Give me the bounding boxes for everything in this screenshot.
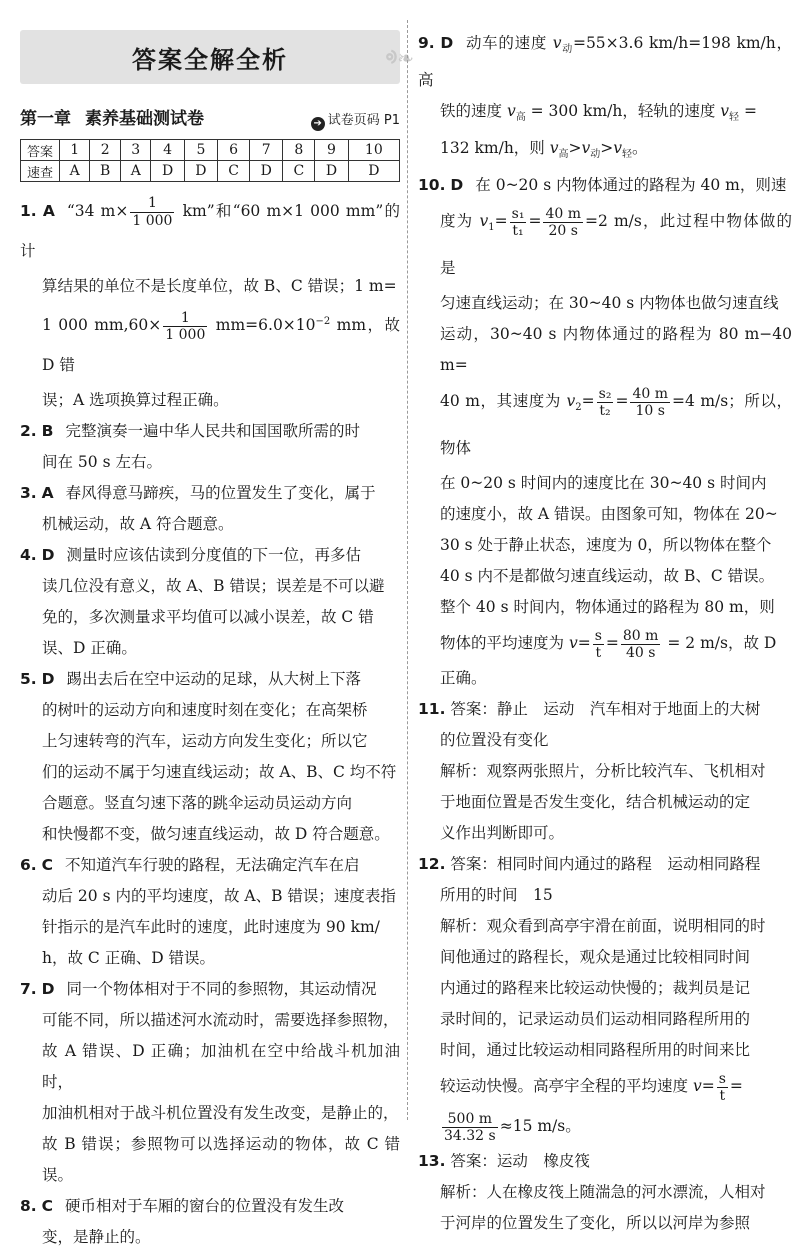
text: = 300 km/h，轻轨的速度 bbox=[525, 102, 721, 121]
text-line: 40 s 内不是都做匀速直线运动，故 B、C 错误。 bbox=[440, 567, 775, 586]
text: > bbox=[600, 139, 614, 158]
answer-table bbox=[20, 139, 400, 182]
text-line: 间在 50 s 左右。 bbox=[42, 453, 162, 472]
answer-key: C bbox=[41, 856, 54, 875]
leaf-decoration-icon: ᢀ❧ bbox=[385, 46, 414, 70]
text-line: 录时间的，记录运动员们运动相同路程所用的 bbox=[440, 1010, 751, 1029]
text: 踢出去后在空中运动的足球，从大树上下落 bbox=[66, 670, 362, 689]
subscript: 动 bbox=[561, 44, 573, 56]
question-6 bbox=[20, 850, 400, 974]
text: = bbox=[605, 634, 619, 653]
denominator: 34.32 s bbox=[444, 1127, 496, 1144]
text-line: 算结果的单位不是长度单位，故 B、C 错误；1 m= bbox=[42, 277, 397, 295]
text: ≈15 m/s。 bbox=[499, 1117, 581, 1136]
text: = bbox=[739, 102, 757, 121]
question-1 bbox=[20, 191, 400, 416]
answer-key: D bbox=[41, 670, 55, 689]
text-line: 所用的时间 15 bbox=[440, 886, 553, 905]
question-number: 9. bbox=[418, 34, 435, 52]
numerator: 1 bbox=[130, 195, 174, 212]
chapter-header bbox=[20, 104, 400, 131]
text-line: 故 A 错误、D 正确；加油机在空中给战斗机加油时， bbox=[42, 1042, 400, 1092]
text: 铁的速度 bbox=[440, 102, 507, 121]
answer-key: D bbox=[41, 980, 55, 999]
text-line: 变，是静止的。 bbox=[42, 1228, 151, 1247]
banner-title: 答案全解全析 bbox=[132, 45, 288, 74]
text: 测量时应该估读到分度值的下一位，再多估 bbox=[66, 546, 362, 565]
denominator: 1 000 bbox=[132, 212, 173, 229]
question-7 bbox=[20, 974, 400, 1191]
numerator: 500 m bbox=[442, 1111, 498, 1128]
variable: v bbox=[479, 212, 489, 231]
text-line: 30 s 处于静止状态，速度为 0，所以物体在整个 bbox=[440, 536, 772, 555]
question-5 bbox=[20, 664, 400, 850]
text: 完整演奏一遍中华人民共和国国歌所需的时 bbox=[65, 422, 360, 441]
page-reference bbox=[311, 109, 400, 131]
subscript: 轻 bbox=[622, 149, 633, 161]
answer-table-label: 速查 bbox=[21, 161, 60, 182]
text: 同一个物体相对于不同的参照物，其运动情况 bbox=[66, 980, 377, 999]
answer-table-answer-row bbox=[21, 161, 400, 182]
text-line: 的树叶的运动方向和速度时刻在变化；在高架桥 bbox=[42, 701, 368, 720]
text: 132 km/h，则 bbox=[440, 139, 550, 158]
answer-letter: C bbox=[218, 161, 250, 182]
answer-number: 8 bbox=[283, 140, 315, 161]
text: 答案：静止 运动 汽车相对于地面上的大树 bbox=[450, 700, 761, 719]
text: mm=6.0×10 bbox=[209, 316, 316, 335]
answer-table-number-row bbox=[21, 140, 400, 161]
denominator: t bbox=[595, 644, 602, 661]
text: = bbox=[729, 1077, 743, 1096]
answer-key: A bbox=[42, 202, 55, 220]
text-line: 整个 40 s 时间内，物体通过的路程为 80 m，则 bbox=[440, 598, 775, 617]
text: 较运动快慢。高亭宇全程的平均速度 bbox=[440, 1077, 693, 1096]
fraction bbox=[163, 310, 207, 343]
fraction bbox=[543, 206, 583, 239]
page-reference-text: 试卷页码 P1 bbox=[327, 113, 400, 128]
question-11 bbox=[418, 694, 792, 849]
answer-number: 10 bbox=[348, 140, 399, 161]
text: = bbox=[581, 392, 595, 411]
text-line: 解析：观众看到高亭宇滑在前面，说明相同的时 bbox=[440, 917, 766, 936]
answer-key: D bbox=[41, 546, 55, 565]
fraction bbox=[621, 628, 661, 661]
text-line: 正确。 bbox=[440, 669, 487, 688]
question-2 bbox=[20, 416, 400, 478]
numerator: 40 m bbox=[632, 385, 668, 402]
denominator: t₁ bbox=[512, 222, 524, 239]
fraction bbox=[130, 195, 174, 228]
question-number: 4. bbox=[20, 546, 37, 565]
numerator: s bbox=[594, 627, 602, 644]
numerator: 1 bbox=[163, 310, 207, 327]
left-column bbox=[20, 30, 414, 1253]
text-line: 内通过的路程来比较运动快慢的；裁判员是记 bbox=[440, 979, 751, 998]
numerator: s bbox=[718, 1070, 726, 1087]
question-9 bbox=[418, 28, 792, 170]
text-line: 机械运动，故 A 符合题意。 bbox=[42, 515, 234, 534]
subscript: 轻 bbox=[729, 112, 740, 124]
fraction bbox=[717, 1071, 728, 1104]
question-number: 11. bbox=[418, 700, 446, 719]
text: 。 bbox=[632, 139, 648, 158]
question-12 bbox=[418, 849, 792, 1146]
text-line: 上匀速转弯的汽车，运动方向发生变化；所以它 bbox=[42, 732, 368, 751]
answer-letter: D bbox=[184, 161, 217, 182]
text: > bbox=[568, 139, 582, 158]
text: = bbox=[528, 212, 542, 231]
answer-key: D bbox=[440, 34, 454, 52]
subscript: 2 bbox=[575, 402, 582, 414]
text: 答案：运动 橡皮筏 bbox=[450, 1152, 590, 1171]
variable: v bbox=[549, 139, 559, 158]
text: 硬币相对于车厢的窗台的位置没有发生改 bbox=[65, 1197, 345, 1216]
denominator: t₂ bbox=[599, 402, 611, 419]
numerator: s₂ bbox=[598, 385, 612, 402]
variable: v bbox=[581, 139, 591, 158]
text-line: 免的，多次测量求平均值可以减小误差，故 C 错 bbox=[42, 608, 374, 627]
question-number: 2. bbox=[20, 422, 37, 441]
variable: v bbox=[552, 34, 562, 52]
variable: v bbox=[568, 634, 578, 653]
answer-letter: C bbox=[283, 161, 315, 182]
fraction bbox=[630, 386, 670, 419]
text-line: 时间，通过比较运动相同路程所用的时间来比 bbox=[440, 1041, 751, 1060]
question-10 bbox=[418, 170, 792, 694]
answer-key: B bbox=[41, 422, 54, 441]
banner bbox=[20, 30, 414, 84]
denominator: 20 s bbox=[548, 222, 578, 239]
question-number: 12. bbox=[418, 855, 446, 874]
text: = 2 m/s，故 D bbox=[662, 634, 777, 653]
answer-letter: D bbox=[250, 161, 283, 182]
answer-letter: B bbox=[90, 161, 121, 182]
text: = bbox=[615, 392, 629, 411]
answer-key: A bbox=[41, 484, 54, 503]
fraction bbox=[597, 386, 614, 419]
numerator: s₁ bbox=[511, 205, 525, 222]
column-divider bbox=[407, 20, 408, 1120]
answer-number: 1 bbox=[60, 140, 90, 161]
subscript: 高 bbox=[558, 149, 569, 161]
text-line: 解析：观察两张照片，分析比较汽车、飞机相对 bbox=[440, 762, 766, 781]
text-line: 运动，30~40 s 内物体通过的路程为 80 m−40 m= bbox=[440, 325, 792, 375]
text-line: 解析：人在橡皮筏上随湍急的河水漂流，人相对 bbox=[440, 1183, 766, 1202]
text: = bbox=[701, 1077, 715, 1096]
text-line: 匀速直线运动；在 30~40 s 内物体也做匀速直线 bbox=[440, 294, 779, 313]
variable: v bbox=[613, 139, 623, 158]
answer-number: 2 bbox=[90, 140, 121, 161]
exponent: −2 bbox=[315, 316, 331, 327]
question-number: 3. bbox=[20, 484, 37, 503]
answer-number: 5 bbox=[184, 140, 217, 161]
text-line: 的位置没有变化 bbox=[440, 731, 549, 750]
text: =55×3.6 km/h=198 km/h，高 bbox=[418, 34, 792, 90]
text: 在 0~20 s 内物体通过的路程为 40 m，则速 bbox=[475, 176, 787, 195]
question-3 bbox=[20, 478, 400, 540]
text-line: 于地面位置是否发生变化，结合机械运动的定 bbox=[440, 793, 751, 812]
text: 动车的速度 bbox=[465, 34, 553, 52]
variable: v bbox=[692, 1077, 702, 1096]
text: 物体的平均速度为 bbox=[440, 634, 569, 653]
text-line: 加油机相对于战斗机位置没有发生改变，是静止的， bbox=[42, 1104, 399, 1123]
chapter-title bbox=[20, 104, 204, 129]
question-number: 6. bbox=[20, 856, 37, 875]
text: 度为 bbox=[440, 212, 480, 231]
subscript: 高 bbox=[515, 112, 526, 124]
text: = bbox=[494, 212, 508, 231]
text-line: 针指示的是汽车此时的速度，此时速度为 90 km/ bbox=[42, 918, 380, 937]
text-line: 合题意。竖直匀速下落的跳伞运动员运动方向 bbox=[42, 794, 353, 813]
subscript: 1 bbox=[488, 222, 495, 234]
text-line: 读几位没有意义，故 A、B 错误；误差是不可以避 bbox=[42, 577, 385, 596]
chapter-name: 素养基础测试卷 bbox=[85, 109, 204, 129]
question-number: 1. bbox=[20, 202, 37, 220]
right-column bbox=[418, 28, 792, 1239]
answer-letter: D bbox=[348, 161, 399, 182]
chapter-number: 第一章 bbox=[20, 109, 71, 129]
text: km”和“60 m×1 000 mm”的计 bbox=[20, 202, 400, 260]
answer-letter: A bbox=[60, 161, 90, 182]
text: 答案：相同时间内通过的路程 运动相同路程 bbox=[450, 855, 761, 874]
text-line: h，故 C 正确、D 错误。 bbox=[42, 949, 216, 968]
numerator: 80 m bbox=[622, 627, 659, 644]
question-number: 10. bbox=[418, 176, 446, 195]
text: =2 m/s，此过程中物体做的是 bbox=[440, 212, 792, 278]
question-number: 8. bbox=[20, 1197, 37, 1216]
text-line: 的速度小，故 A 错误。由图象可知，物体在 20~ bbox=[440, 505, 778, 524]
text-line: 间他通过的路程长，观众是通过比较相同时间 bbox=[440, 948, 751, 967]
question-number: 5. bbox=[20, 670, 37, 689]
arrow-circle-icon: ➔ bbox=[311, 117, 325, 131]
text: = bbox=[577, 634, 591, 653]
answer-number: 9 bbox=[315, 140, 348, 161]
answer-letter: D bbox=[315, 161, 348, 182]
text: =4 m/s；所以，物体 bbox=[440, 392, 792, 458]
answer-letter: A bbox=[121, 161, 151, 182]
text-line: 在 0~20 s 时间内的速度比在 30~40 s 时间内 bbox=[440, 474, 767, 493]
text-line: 误；A 选项换算过程正确。 bbox=[42, 391, 229, 410]
text: mm，故 D 错 bbox=[42, 316, 400, 375]
denominator: 1 000 bbox=[165, 326, 206, 343]
text: 春风得意马蹄疾，马的位置发生了变化，属于 bbox=[65, 484, 376, 503]
answer-key: C bbox=[41, 1197, 54, 1216]
answer-key: D bbox=[450, 176, 464, 195]
answer-letter: D bbox=[151, 161, 184, 182]
denominator: 10 s bbox=[635, 402, 665, 419]
question-8 bbox=[20, 1191, 400, 1253]
fraction bbox=[593, 628, 604, 661]
answer-number: 4 bbox=[151, 140, 184, 161]
text: 不知道汽车行驶的路程，无法确定汽车在启 bbox=[65, 856, 360, 875]
text-line: 们的运动不属于匀速直线运动；故 A、B、C 均不符 bbox=[42, 763, 397, 782]
question-13 bbox=[418, 1146, 792, 1239]
text-line: 误、D 正确。 bbox=[42, 639, 137, 658]
text-line: 义作出判断即可。 bbox=[440, 824, 565, 843]
text-line: 和快慢都不变，做匀速直线运动，故 D 符合题意。 bbox=[42, 825, 390, 844]
answer-table-label: 答案 bbox=[21, 140, 60, 161]
variable: v bbox=[720, 102, 730, 121]
text-line: 于河岸的位置发生了变化，所以以河岸为参照 bbox=[440, 1214, 751, 1233]
question-number: 7. bbox=[20, 980, 37, 999]
question-number: 13. bbox=[418, 1152, 446, 1171]
text: 1 000 mm,60× bbox=[42, 316, 162, 335]
answer-number: 6 bbox=[218, 140, 250, 161]
variable: v bbox=[566, 392, 576, 411]
numerator: 40 m bbox=[545, 205, 581, 222]
text: “34 m× bbox=[66, 202, 129, 220]
answer-number: 3 bbox=[121, 140, 151, 161]
answer-number: 7 bbox=[250, 140, 283, 161]
variable: v bbox=[506, 102, 516, 121]
subscript: 动 bbox=[590, 149, 601, 161]
fraction bbox=[510, 206, 527, 239]
denominator: t bbox=[719, 1087, 726, 1104]
denominator: 40 s bbox=[625, 644, 656, 661]
question-4 bbox=[20, 540, 400, 664]
text-line: 可能不同，所以描述河水流动时，需要选择参照物， bbox=[42, 1011, 399, 1030]
text-line: 故 B 错误；参照物可以选择运动的物体，故 C 错误。 bbox=[42, 1135, 400, 1185]
fraction bbox=[442, 1111, 498, 1144]
text-line: 动后 20 s 内的平均速度，故 A、B 错误；速度表指 bbox=[42, 887, 396, 906]
text: 40 m，其速度为 bbox=[440, 392, 567, 411]
